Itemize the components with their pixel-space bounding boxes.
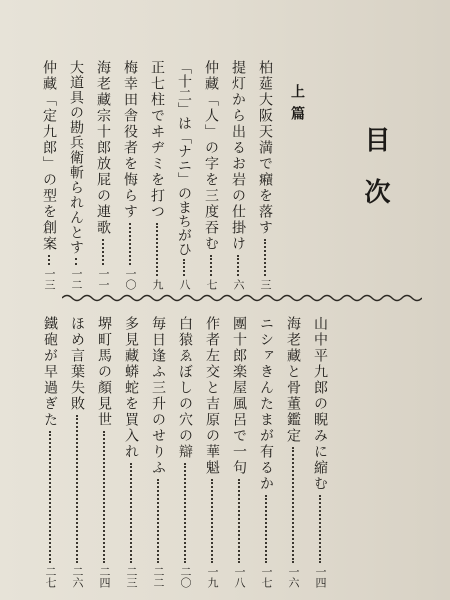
dot-leader <box>102 239 104 265</box>
entry-page-number: 一一 <box>97 268 110 290</box>
toc-lower <box>40 316 340 588</box>
entry-page-number: 一七 <box>260 566 273 588</box>
entry-page-number: 一〇 <box>124 268 137 290</box>
entry-title: 正七柱でヰヂミを打つ <box>149 60 165 220</box>
section-divider <box>62 293 422 303</box>
entry-title: 仲藏「人」の字を三度吞む <box>203 60 219 252</box>
toc-entry[interactable] <box>203 316 221 588</box>
entry-page-number: 一九 <box>206 566 219 588</box>
entry-page-number: 九 <box>151 279 164 290</box>
entry-title: 「十二」は「ナニ」のまちがひ <box>176 60 192 256</box>
dot-leader <box>156 223 158 276</box>
toc-entry[interactable] <box>256 60 274 290</box>
entry-title: 仲藏「定九郎」の型を創案 <box>41 60 57 252</box>
toc-entry[interactable] <box>257 316 275 588</box>
entry-title: ニシァきんたまが有るか <box>258 316 274 492</box>
entry-page-number: 一八 <box>233 566 246 588</box>
toc-entry[interactable] <box>175 60 193 290</box>
dot-leader <box>129 223 131 265</box>
dot-leader <box>264 239 266 276</box>
entry-page-number: 一二 <box>70 268 83 290</box>
entry-page-number: 二〇 <box>179 566 192 588</box>
entry-page-number: 一六 <box>287 566 300 588</box>
dot-leader <box>49 431 51 563</box>
entry-title: 毎日逢ふ三升のせりふ <box>150 316 166 476</box>
dot-leader <box>48 255 50 265</box>
toc-entry[interactable] <box>122 316 140 588</box>
toc-entry[interactable] <box>41 316 59 588</box>
entry-title: ほめ言葉失敗 <box>69 316 85 412</box>
entry-title: 白猿ゑぼしの穴の辯 <box>177 316 193 460</box>
dot-leader <box>210 255 212 276</box>
toc-entry[interactable] <box>311 316 329 588</box>
entry-title: 海老藏宗十郎放屁の連歌 <box>95 60 111 236</box>
toc-entry[interactable] <box>284 316 302 588</box>
page-title: 目次 <box>360 126 390 230</box>
toc-entry[interactable] <box>121 60 139 290</box>
entry-page-number: 二四 <box>98 566 111 588</box>
toc-entry[interactable] <box>149 316 167 588</box>
toc-upper <box>40 60 275 290</box>
dot-leader <box>292 447 294 563</box>
entry-title: 大道具の勘兵衛斬られんとす <box>68 60 84 255</box>
entry-page-number: 一三 <box>43 268 56 290</box>
entry-title: 堺町馬の顏見世 <box>96 316 112 428</box>
entry-page-number: 一四 <box>314 566 327 588</box>
entry-page-number: 二七 <box>44 566 57 588</box>
dot-leader <box>157 479 159 563</box>
dot-leader <box>237 255 239 276</box>
dot-leader <box>183 259 185 276</box>
entry-page-number: 八 <box>178 279 191 290</box>
toc-entry[interactable] <box>148 60 166 290</box>
entry-title: 鐵砲が早過ぎた <box>42 316 58 428</box>
toc-entry[interactable] <box>230 316 248 588</box>
entry-title: 多見藏蟒蛇を買入れ <box>123 316 139 460</box>
entry-page-number: 七 <box>205 279 218 290</box>
toc-entry[interactable] <box>67 60 85 290</box>
dot-leader <box>211 479 213 563</box>
dot-leader <box>238 479 240 563</box>
entry-title: 梅幸田舎役者を悔らす <box>122 60 138 220</box>
dot-leader <box>76 415 78 563</box>
toc-entry[interactable] <box>68 316 86 588</box>
entry-title: 海老藏と骨董鑑定 <box>285 316 301 444</box>
dot-leader <box>130 463 132 563</box>
dot-leader <box>265 495 267 563</box>
toc-entry[interactable] <box>202 60 220 290</box>
toc-entry[interactable] <box>176 316 194 588</box>
entry-title: 提灯から出るお岩の仕掛け <box>230 60 246 252</box>
section-label-upper: 上篇 <box>289 84 305 128</box>
entry-page-number: 三 <box>259 279 272 290</box>
entry-page-number: 二六 <box>71 566 84 588</box>
entry-title: 團十郎楽屋風呂で一句 <box>231 316 247 476</box>
entry-title: 柏莚大阪天満で癪を落す <box>257 60 273 236</box>
toc-entry[interactable] <box>95 316 113 588</box>
entry-page-number: 二二 <box>152 566 165 588</box>
dot-leader <box>184 463 186 563</box>
toc-entry[interactable] <box>94 60 112 290</box>
dot-leader <box>103 431 105 563</box>
entry-title: 作者左交と吉原の華魁 <box>204 316 220 476</box>
dot-leader <box>319 495 321 563</box>
toc-entry[interactable] <box>229 60 247 290</box>
entry-title: 山中平九郎の睨みに縮む <box>312 316 328 492</box>
dot-leader <box>75 258 77 265</box>
entry-page-number: 二三 <box>125 566 138 588</box>
toc-entry[interactable] <box>40 60 58 290</box>
entry-page-number: 六 <box>232 279 245 290</box>
